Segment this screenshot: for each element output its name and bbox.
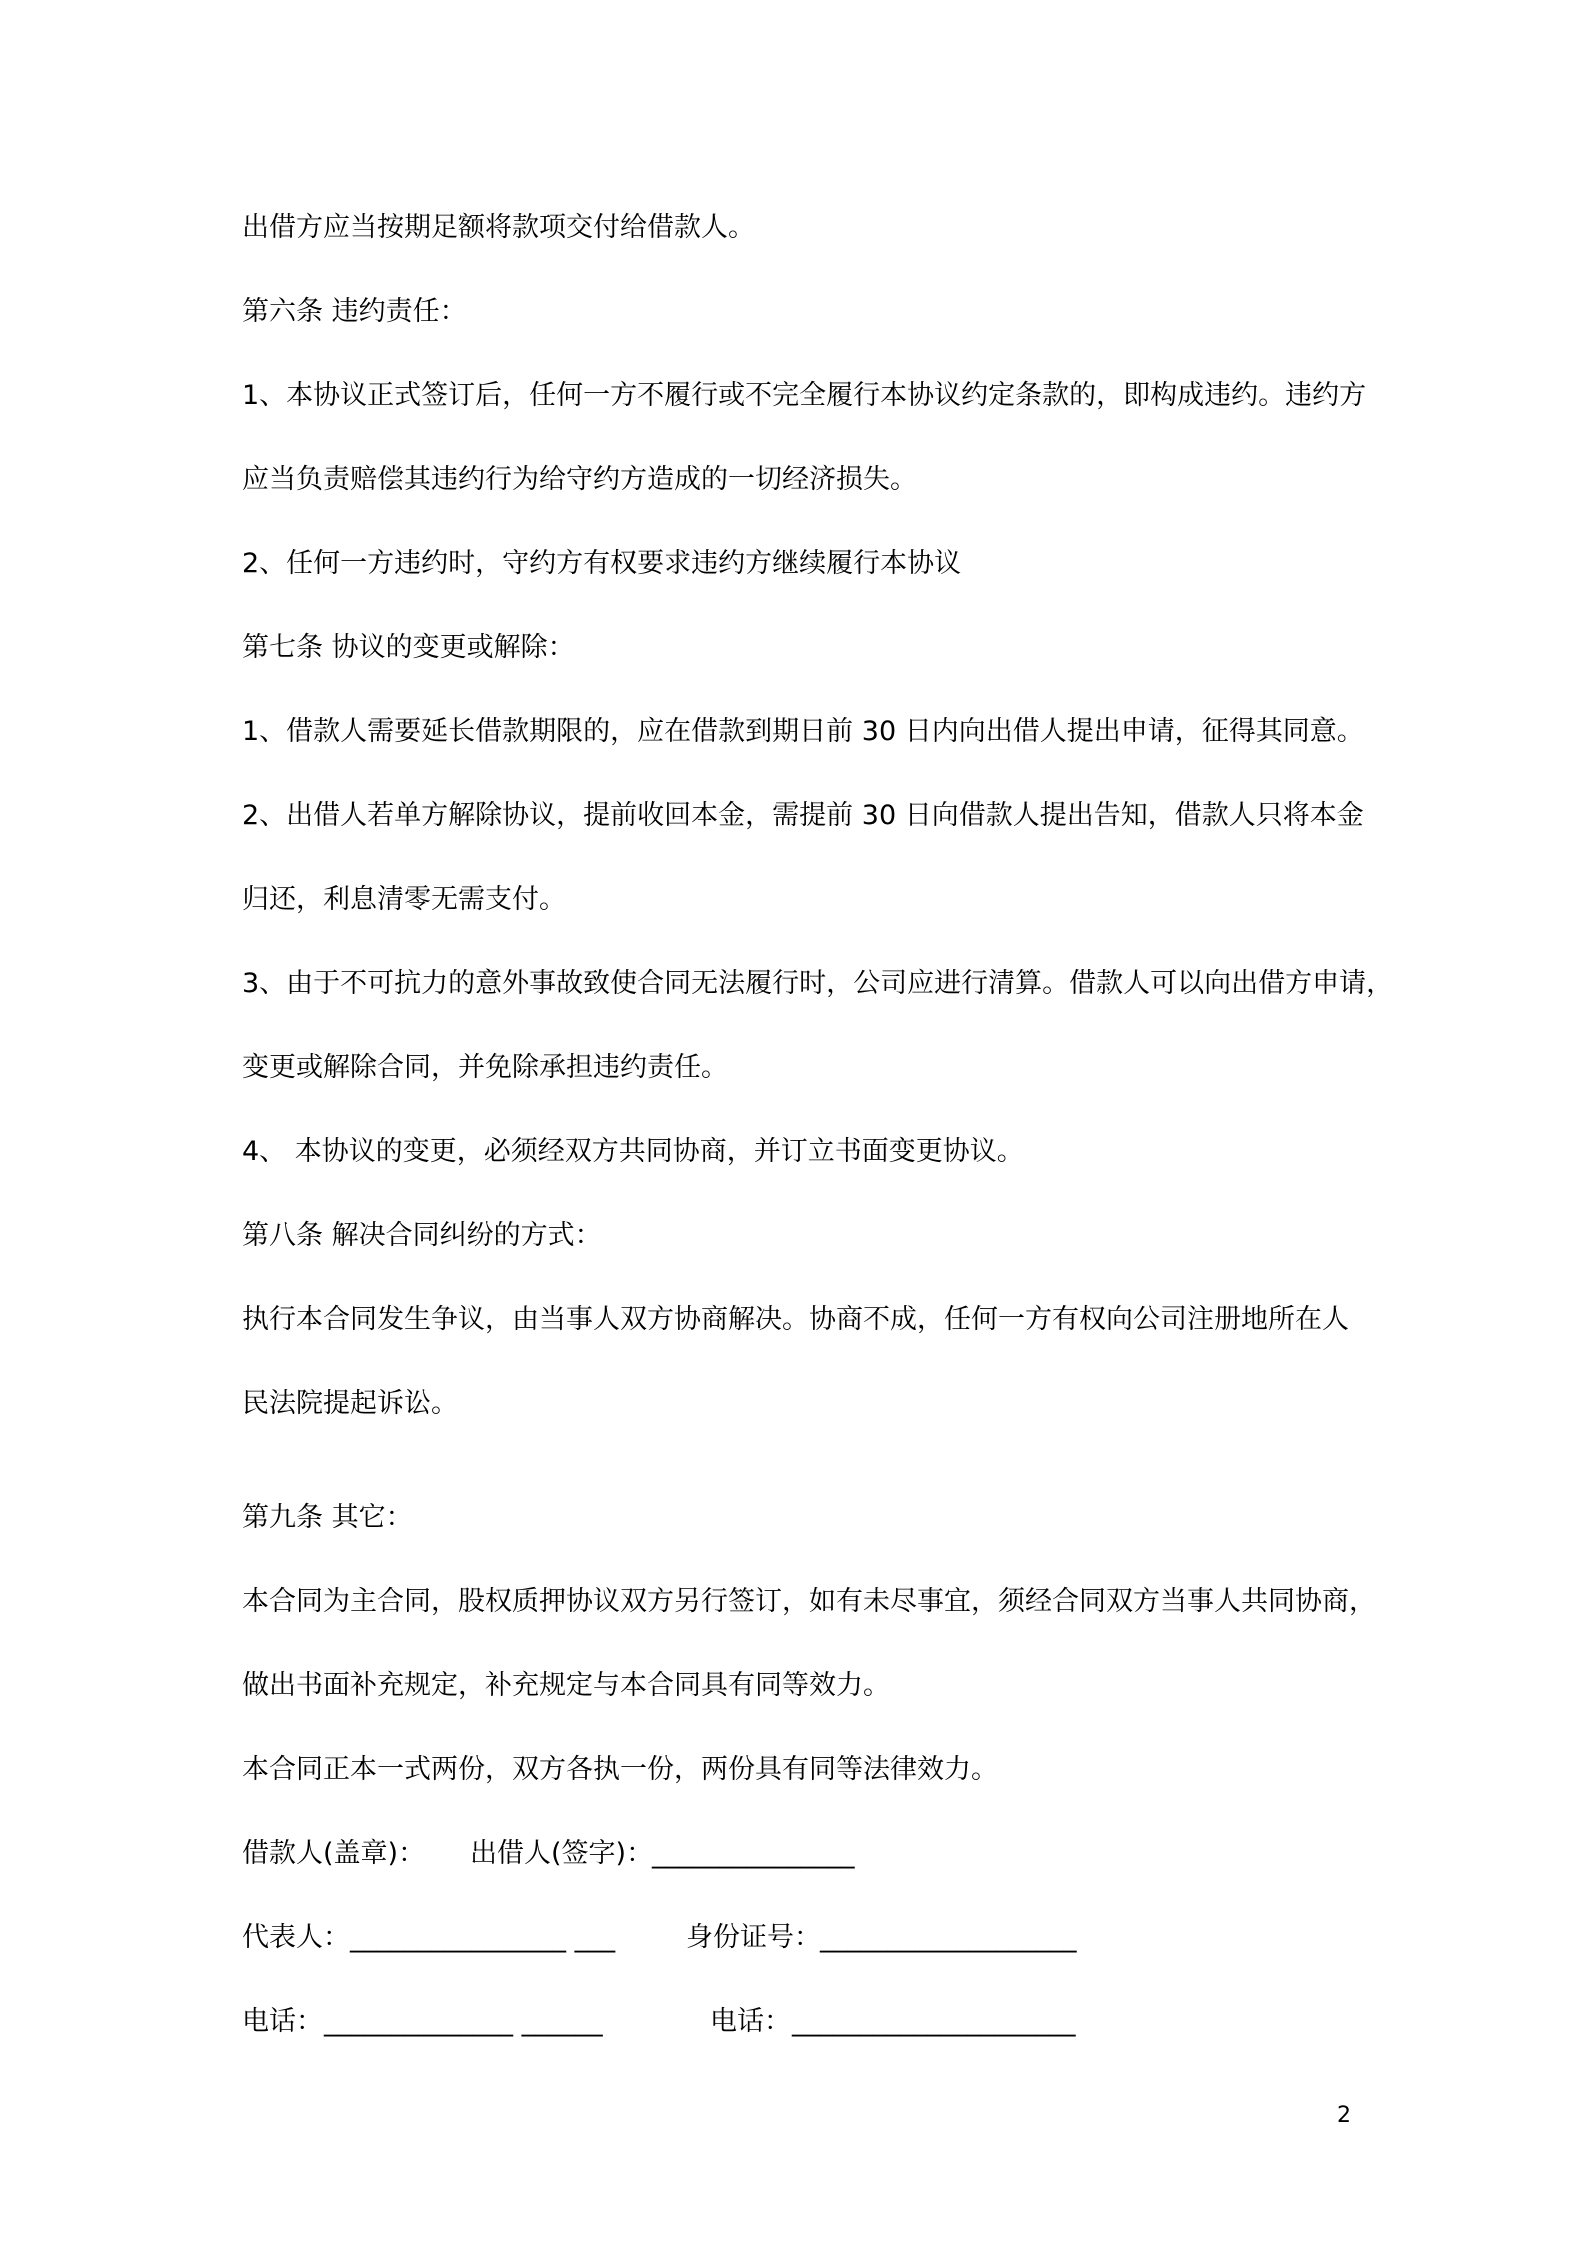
- phone-right-label: 电话：: [710, 2006, 791, 2037]
- phone-right-blank: _____________________: [792, 2006, 1076, 2037]
- paragraph-line: 民法院提起诉讼。: [242, 1388, 458, 1419]
- section-heading-8: 第八条 解决合同纠纷的方式：: [242, 1220, 602, 1251]
- phone-left-label: 电话：: [242, 2006, 323, 2037]
- paragraph-line: 4、 本协议的变更，必须经双方共同协商，并订立书面变更协议。: [242, 1136, 1024, 1167]
- paragraph-line: 2、出借人若单方解除协议，提前收回本金，需提前 30 日向借款人提出告知，借款人只将本金: [242, 800, 1364, 831]
- signature-row-2: [0, 1921, 1586, 1955]
- paragraph-line: 1、借款人需要延长借款期限的，应在借款到期日前 30 日内向出借人提出申请，征得其同意。: [242, 716, 1364, 747]
- paragraph-line: 应当负责赔偿其违约行为给守约方造成的一切经济损失。: [242, 464, 917, 495]
- paragraph-line: 本合同正本一式两份，双方各执一份，两份具有同等法律效力。: [242, 1754, 998, 1785]
- phone-left-blank: ______________ ______: [324, 2006, 603, 2037]
- id-number-blank: ___________________: [820, 1922, 1077, 1953]
- paragraph-line: 1、本协议正式签订后，任何一方不履行或不完全履行本协议约定条款的，即构成违约。违约方: [242, 380, 1367, 411]
- paragraph-line: 3、由于不可抗力的意外事故致使合同无法履行时，公司应进行清算。借款人可以向出借方申请，: [242, 968, 1394, 999]
- representative-label: 代表人：: [242, 1922, 350, 1953]
- paragraph-line: 归还，利息清零无需支付。: [242, 884, 566, 915]
- lender-sign-label: 出借人(签字)：: [470, 1838, 654, 1869]
- paragraph-line: 变更或解除合同，并免除承担违约责任。: [242, 1052, 728, 1083]
- id-number-label: 身份证号：: [686, 1922, 821, 1953]
- lender-sign-blank: _______________: [652, 1838, 855, 1869]
- paragraph-line: 执行本合同发生争议，由当事人双方协商解决。协商不成，任何一方有权向公司注册地所在人: [242, 1304, 1349, 1335]
- section-heading-6: 第六条 违约责任：: [242, 296, 467, 327]
- paragraph-line: 2、任何一方违约时，守约方有权要求违约方继续履行本协议: [242, 548, 962, 579]
- paragraph-line: 出借方应当按期足额将款项交付给借款人。: [242, 212, 755, 243]
- representative-blank: ________________ ___: [350, 1922, 616, 1953]
- signature-row-3: [0, 2005, 1586, 2039]
- page-number: 2: [1337, 2103, 1351, 2128]
- paragraph-line: 做出书面补充规定，补充规定与本合同具有同等效力。: [242, 1670, 890, 1701]
- paragraph-line: 本合同为主合同，股权质押协议双方另行签订，如有未尽事宜，须经合同双方当事人共同协商，: [242, 1586, 1376, 1617]
- section-heading-7: 第七条 协议的变更或解除：: [242, 632, 575, 663]
- borrower-seal-label: 借款人(盖章)：: [242, 1838, 426, 1869]
- section-heading-9: 第九条 其它：: [242, 1502, 413, 1533]
- signature-row-1: [0, 1837, 1586, 1871]
